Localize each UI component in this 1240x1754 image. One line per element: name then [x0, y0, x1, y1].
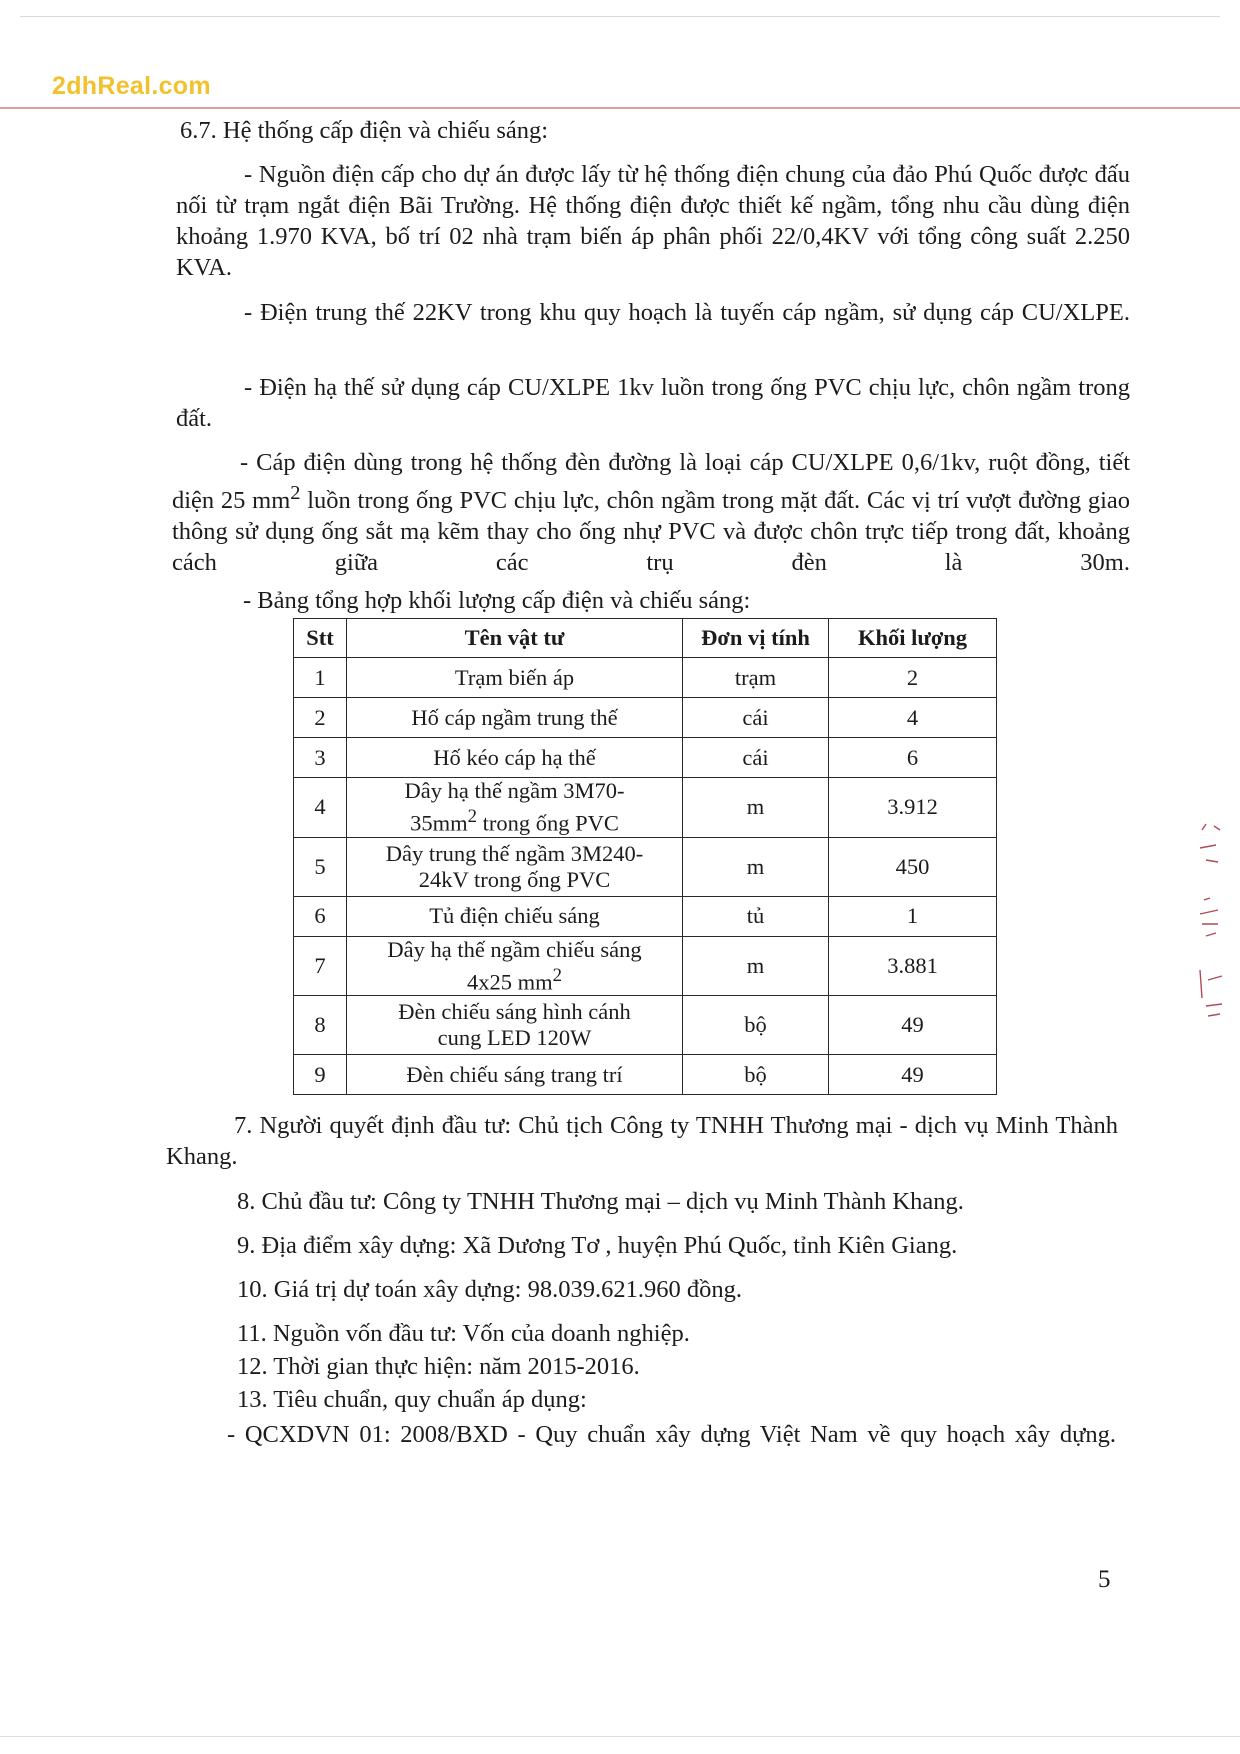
- cell-name: Trạm biến áp: [347, 658, 683, 698]
- cell-unit: trạm: [683, 658, 829, 698]
- superscript: 2: [290, 482, 301, 504]
- item-investor: 8. Chủ đầu tư: Công ty TNHH Thương mại – dịch vụ Minh Thành Khang.: [237, 1188, 964, 1215]
- cell-qty: 3.912: [829, 778, 997, 838]
- section-heading: 6.7. Hệ thống cấp điện và chiếu sáng:: [180, 117, 549, 144]
- paragraph-text: - Điện trung thế 22KV trong khu quy hoạch là tuyến cáp ngầm, sử dụng cáp CU/XLPE.: [244, 299, 1130, 326]
- cell-stt: 2: [294, 698, 347, 738]
- table-row: [294, 738, 997, 778]
- cell-unit: cái: [683, 738, 829, 778]
- table-caption: - Bảng tổng hợp khối lượng cấp điện và chiếu sáng:: [243, 587, 751, 614]
- cell-text: 24kV trong ống PVC: [418, 866, 611, 892]
- table-row: [294, 837, 997, 896]
- bottom-edge-line: [0, 1736, 1240, 1737]
- table-row: [294, 936, 997, 996]
- paragraph-text: - Cáp điện dùng trong hệ thống đèn đường là loại cáp CU/XLPE 0,6/1kv, ruột đồng, tiết diện 25 mm: [172, 449, 1130, 515]
- cell-name: Hố kéo cáp hạ thế: [347, 738, 683, 778]
- page-number: 5: [1098, 1566, 1111, 1593]
- cell-unit: m: [683, 936, 829, 996]
- cell-unit: bộ: [683, 1055, 829, 1095]
- paragraph-low-voltage: [176, 372, 1130, 434]
- table-row: [294, 1055, 997, 1095]
- standard-text: - QCXDVN 01: 2008/BXD - Quy chuẩn xây dựng Việt Nam về quy hoạch xây dựng.: [227, 1421, 1116, 1448]
- cell-unit: bộ: [683, 996, 829, 1055]
- cell-qty: 3.881: [829, 936, 997, 996]
- top-edge-line: [20, 16, 1220, 17]
- cell-text: trong ống PVC: [477, 810, 619, 836]
- table-row: [294, 658, 997, 698]
- item-text: 7. Người quyết định đầu tư: Chủ tịch Công ty TNHH Thương mại - dịch vụ Minh Thành Khang.: [166, 1112, 1118, 1170]
- quantity-table: [293, 618, 997, 1095]
- item-standards: 13. Tiêu chuẩn, quy chuẩn áp dụng:: [237, 1386, 587, 1413]
- header-cell: Khối lượng: [829, 619, 997, 658]
- cell-name: [347, 936, 683, 996]
- table-row: [294, 698, 997, 738]
- site-watermark: 2dhReal.com: [52, 72, 211, 100]
- item-location: 9. Địa điểm xây dựng: Xã Dương Tơ , huyện Phú Quốc, tỉnh Kiên Giang.: [237, 1232, 958, 1259]
- paragraph-text: - Nguồn điện cấp cho dự án được lấy từ hệ thống điện chung của đảo Phú Quốc được đấu nối từ trạm ngắt điện Bãi Trường. Hệ thống điện được thiết kế ngầm, tổng nhu cầu dùng điện khoảng 1.970 KVA, bố trí 02 nhà trạm biến áp phân phối 22/0,4KV với tổng công suất 2.250 KVA.: [176, 161, 1130, 281]
- paragraph-power-source: [176, 159, 1130, 283]
- cell-unit: m: [683, 778, 829, 838]
- cell-stt: 5: [294, 837, 347, 896]
- cell-text: Dây hạ thế ngầm 3M70-: [404, 778, 625, 803]
- cell-stt: 9: [294, 1055, 347, 1095]
- cell-stt: 4: [294, 778, 347, 838]
- paragraph-text: luồn trong ống PVC chịu lực, chôn ngầm trong mặt đất. Các vị trí vượt đường giao thông sử dụng ống sắt mạ kẽm thay cho ống nhự PVC và được chôn trực tiếp trong đất, khoảng cách giữa các trụ đèn là 30m.: [172, 487, 1130, 577]
- cell-name: Đèn chiếu sáng trang trí: [347, 1055, 683, 1095]
- superscript: 2: [552, 964, 562, 986]
- cell-qty: 1: [829, 896, 997, 936]
- table-row: [294, 778, 997, 838]
- header-cell: Tên vật tư: [347, 619, 683, 658]
- item-estimated-value: 10. Giá trị dự toán xây dựng: 98.039.621.960 đồng.: [237, 1276, 742, 1303]
- cell-unit: tủ: [683, 896, 829, 936]
- cell-unit: cái: [683, 698, 829, 738]
- cell-text: cung LED 120W: [437, 1025, 592, 1050]
- cell-qty: 4: [829, 698, 997, 738]
- cell-name: [347, 778, 683, 838]
- cell-text: Dây hạ thế ngầm chiếu sáng: [387, 936, 642, 962]
- cell-unit: m: [683, 837, 829, 896]
- cell-text: 35mm: [410, 810, 468, 836]
- header-divider: [0, 107, 1240, 109]
- paragraph-medium-voltage: [176, 297, 1130, 328]
- header-cell: Đơn vị tính: [683, 619, 829, 658]
- cell-text: Dây trung thế ngầm 3M240-: [385, 840, 644, 866]
- cell-name: Hố cáp ngầm trung thế: [347, 698, 683, 738]
- cell-text: Đèn chiếu sáng hình cánh: [398, 999, 631, 1024]
- cell-qty: 49: [829, 1055, 997, 1095]
- cell-stt: 1: [294, 658, 347, 698]
- table-row: [294, 896, 997, 936]
- superscript: 2: [467, 806, 477, 827]
- cell-stt: 6: [294, 896, 347, 936]
- cell-stt: 3: [294, 738, 347, 778]
- item-investment-decider: [166, 1110, 1118, 1172]
- cell-name: [347, 837, 683, 896]
- cell-qty: 450: [829, 837, 997, 896]
- paragraph-text: - Điện hạ thế sử dụng cáp CU/XLPE 1kv luồn trong ống PVC chịu lực, chôn ngầm trong đất.: [176, 374, 1130, 432]
- cell-name: Tủ điện chiếu sáng: [347, 896, 683, 936]
- cell-text: 4x25 mm: [466, 969, 553, 994]
- table-row: [294, 996, 997, 1055]
- cell-qty: 2: [829, 658, 997, 698]
- cell-stt: 7: [294, 936, 347, 996]
- item-funding-source: 11. Nguồn vốn đầu tư: Vốn của doanh nghiệp.: [237, 1320, 690, 1347]
- standard-qcxdvn: [163, 1419, 1116, 1450]
- cell-qty: 6: [829, 738, 997, 778]
- margin-stamp-marks: [1196, 820, 1226, 1030]
- item-timeline: 12. Thời gian thực hiện: năm 2015-2016.: [237, 1353, 640, 1380]
- cell-stt: 8: [294, 996, 347, 1055]
- cell-qty: 49: [829, 996, 997, 1055]
- table-header-row: [294, 619, 997, 658]
- cell-name: [347, 996, 683, 1055]
- paragraph-street-light-cable: [172, 447, 1130, 578]
- header-cell: Stt: [294, 619, 347, 658]
